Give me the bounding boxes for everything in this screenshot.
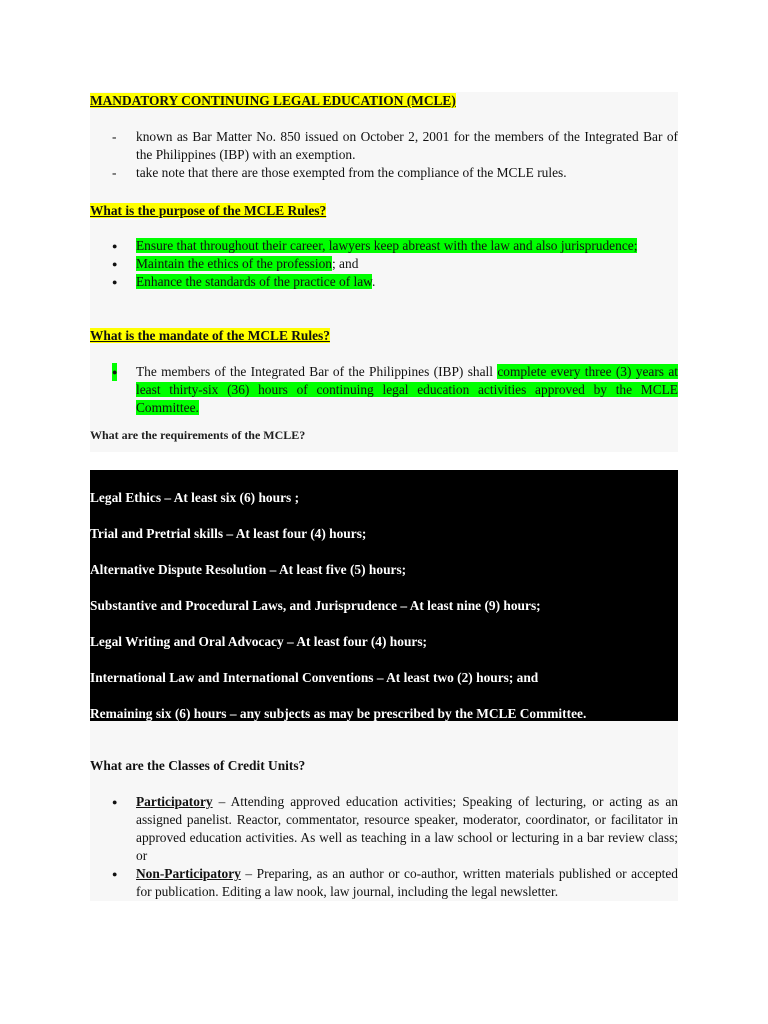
mandate-heading: What is the mandate of the MCLE Rules? [90, 328, 330, 343]
credit-item: ● Non-Participatory – Preparing, as an author or co-author, written materials published or accepted for publication. Editing a law nook, law journal, including the legal newsletter. [112, 866, 678, 899]
dash-bullet: - [112, 129, 117, 144]
purpose-list [90, 237, 678, 291]
bullet-icon: ● [112, 277, 118, 287]
requirement-item: Legal Ethics – At least six (6) hours ; [90, 490, 300, 505]
requirements-band [90, 470, 678, 721]
doc-title: MANDATORY CONTINUING LEGAL EDUCATION (MCLE) [90, 93, 456, 108]
mandate-list [90, 363, 678, 417]
purpose-item: ● Enhance the standards of the practice of law. [112, 274, 376, 289]
requirements-list [90, 489, 678, 723]
top-section [90, 92, 678, 452]
mandate-item: ● The members of the Integrated Bar of the Philippines (IBP) shall complete every three (3) years at least thirty-six (36) hours of continuing legal education activities approved by the MCLE Committee. [112, 364, 678, 415]
requirement-item: Trial and Pretrial skills – At least four (4) hours; [90, 526, 367, 541]
requirement-item: Alternative Dispute Resolution – At least five (5) hours; [90, 562, 407, 577]
requirement-item: Substantive and Procedural Laws, and Jurisprudence – At least nine (9) hours; [90, 598, 541, 613]
credit-item: ● Participatory – Attending approved education activities; Speaking of lecturing, or acting as an assigned panelist. Reactor, commentator, resource speaker, moderator, coordinator, or facilitator in approved education activities. As well as teaching in a law school or lecturing in a bar review class; or [112, 794, 678, 863]
purpose-item: ● Maintain the ethics of the profession; and [112, 256, 359, 271]
requirements-heading: What are the requirements of the MCLE? [90, 428, 306, 442]
credit-section [90, 721, 678, 901]
bullet-icon: ● [112, 259, 118, 269]
intro-item: - known as Bar Matter No. 850 issued on October 2, 2001 for the members of the Integrated Bar of the Philippines (IBP) with an exemption. [112, 129, 678, 162]
requirement-item: International Law and International Conventions – At least two (2) hours; and [90, 670, 539, 685]
purpose-item: ● Ensure that throughout their career, lawyers keep abreast with the law and also jurisprudence; [112, 238, 638, 253]
credit-list [90, 793, 678, 901]
document-page [90, 92, 678, 901]
bullet-icon: ● [112, 869, 118, 879]
dash-bullet: - [112, 165, 117, 180]
requirement-item: Legal Writing and Oral Advocacy – At least four (4) hours; [90, 634, 428, 649]
requirement-item: Remaining six (6) hours – any subjects as may be prescribed by the MCLE Committee. [90, 706, 587, 721]
bullet-icon: ● [112, 797, 118, 807]
credit-heading: What are the Classes of Credit Units? [90, 758, 306, 773]
intro-list [90, 128, 678, 182]
bullet-icon: ● [112, 363, 117, 381]
purpose-heading: What is the purpose of the MCLE Rules? [90, 203, 327, 218]
bullet-icon: ● [112, 241, 118, 251]
intro-item: - take note that there are those exempted from the compliance of the MCLE rules. [112, 165, 567, 180]
